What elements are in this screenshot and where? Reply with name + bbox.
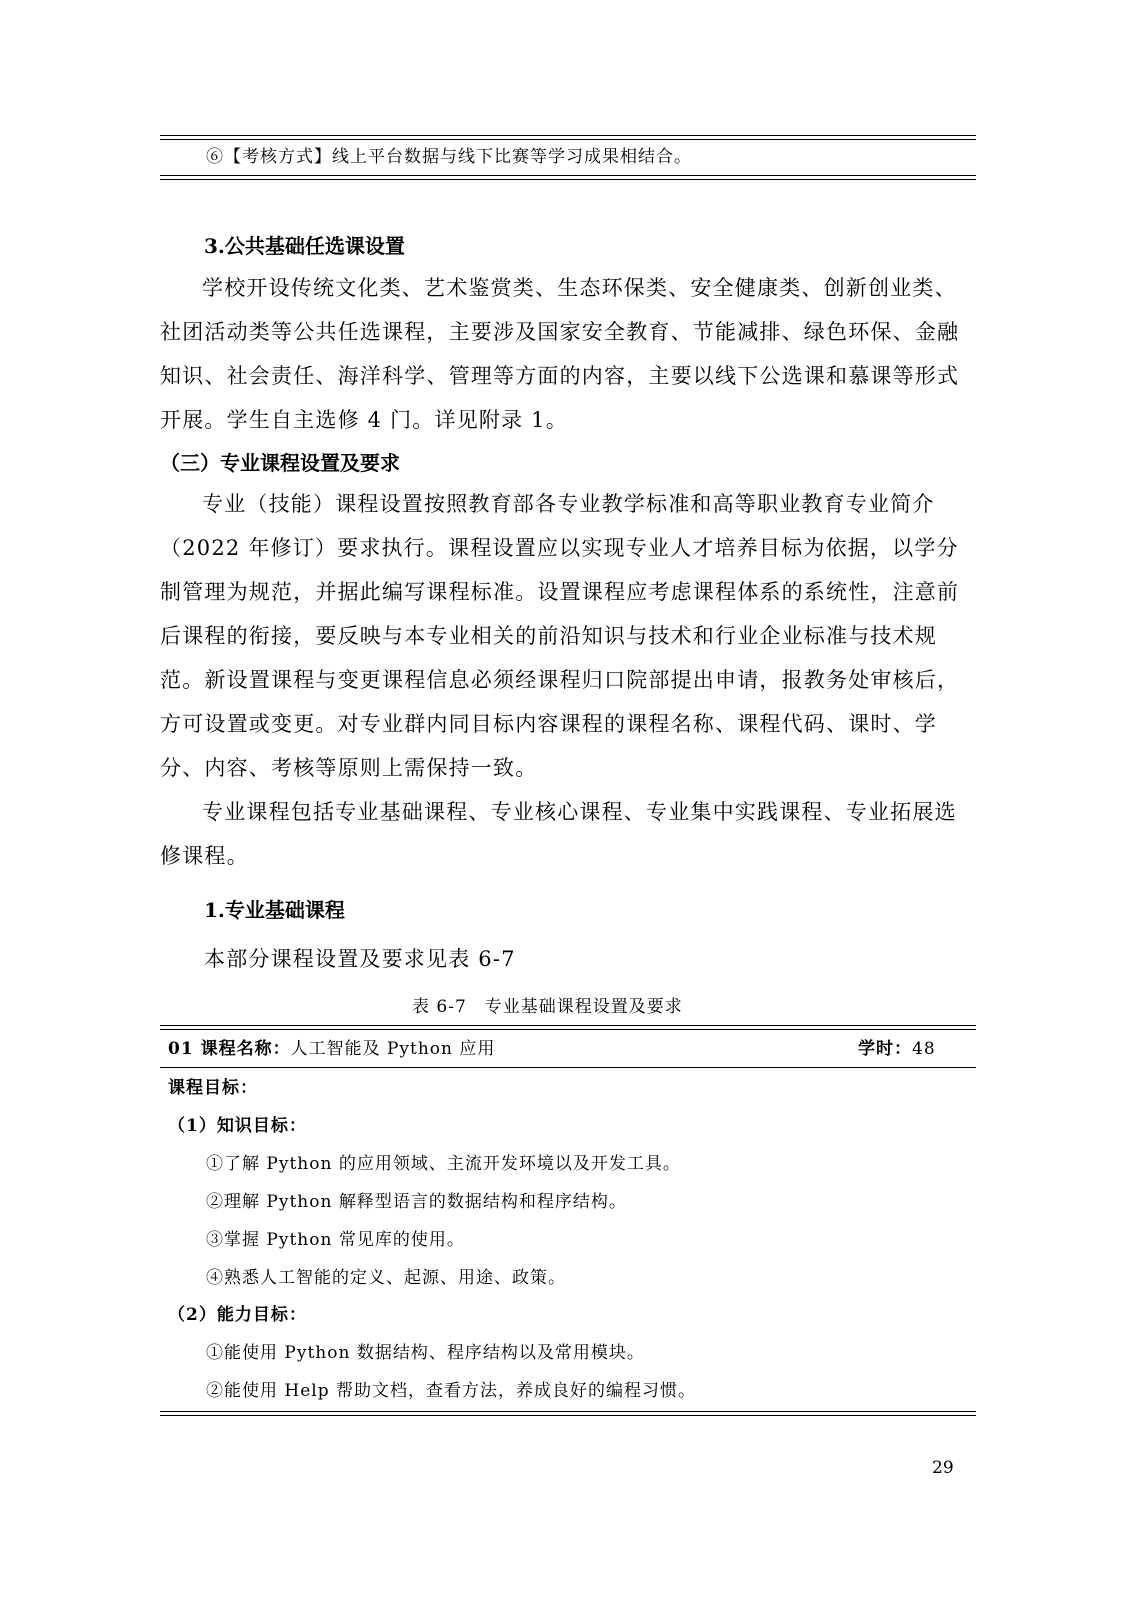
course-hours bbox=[858, 1034, 936, 1059]
section-professional-heading: （三）专业课程设置及要求 bbox=[160, 451, 400, 475]
knowledge-item-2: ②理解 Python 解释型语言的数据结构和程序结构。 bbox=[206, 1192, 627, 1212]
knowledge-label: （1）知识目标： bbox=[168, 1116, 307, 1136]
course-name-row bbox=[168, 1034, 495, 1059]
prev-table-bottom-rule bbox=[160, 175, 976, 180]
knowledge-item-4: ④熟悉人工智能的定义、起源、用途、政策。 bbox=[206, 1268, 566, 1288]
hours-value: 48 bbox=[912, 1039, 936, 1059]
table-bottom-rule bbox=[160, 1411, 976, 1416]
professional-paragraph-2: 专业课程包括专业基础课程、专业核心课程、专业集中实践课程、专业拓展选修课程。 bbox=[160, 800, 957, 868]
ability-label: （2）能力目标： bbox=[168, 1305, 307, 1325]
table-header-rule bbox=[160, 1067, 976, 1068]
section-basic-heading: 1.专业基础课程 bbox=[204, 898, 345, 922]
section-professional-paragraphs bbox=[160, 482, 960, 878]
objectives-label: 课程目标： bbox=[168, 1078, 258, 1098]
prev-table-assessment-row: ⑥【考核方式】线上平台数据与线下比赛等学习成果相结合。 bbox=[206, 147, 692, 167]
public-elective-text: 学校开设传统文化类、艺术鉴赏类、生态环保类、安全健康类、创新创业类、社团活动类等公共任选课程，主要涉及国家安全教育、节能减排、绿色环保、金融知识、社会责任、海洋科学、管理等方面的内容，主要以线下公选课和慕课等形式开展。学生自主选修 4 门。详见附录 1。 bbox=[160, 276, 960, 432]
course-name-value: 人工智能及 Python 应用 bbox=[290, 1039, 496, 1059]
professional-paragraph-1: 专业（技能）课程设置按照教育部各专业教学标准和高等职业教育专业简介（2022 年修订）要求执行。课程设置应以实现专业人才培养目标为依据，以学分制管理为规范，并据此编写课程标准。设置课程应考虑课程体系的系统性，注意前后课程的衔接，要反映与本专业相关的前沿知识与技术和行业企业标准与技术规范。新设置课程与变更课程信息必须经课程归口院部提出申请，报教务处审核后，方可设置或变更。对专业群内同目标内容课程的课程名称、课程代码、课时、学分、内容、考核等原则上需保持一致。 bbox=[160, 492, 960, 780]
ability-item-1: ①能使用 Python 数据结构、程序结构以及常用模块。 bbox=[206, 1343, 645, 1363]
course-name-label: 01 课程名称： bbox=[168, 1039, 291, 1059]
table-top-rule bbox=[160, 1025, 976, 1030]
hours-label: 学时： bbox=[858, 1039, 912, 1059]
knowledge-item-1: ①了解 Python 的应用领域、主流开发环境以及开发工具。 bbox=[206, 1154, 681, 1174]
section-public-elective-paragraph bbox=[160, 266, 960, 442]
knowledge-item-3: ③掌握 Python 常见库的使用。 bbox=[206, 1230, 465, 1250]
table-caption: 表 6-7 专业基础课程设置及要求 bbox=[412, 997, 683, 1017]
section-public-elective-heading: 3.公共基础任选课设置 bbox=[204, 234, 405, 258]
prev-table-top-rule bbox=[160, 135, 976, 140]
ability-item-2: ②能使用 Help 帮助文档，查看方法，养成良好的编程习惯。 bbox=[206, 1381, 697, 1401]
section-basic-intro: 本部分课程设置及要求见表 6-7 bbox=[204, 947, 516, 971]
page-number: 29 bbox=[932, 1458, 954, 1478]
